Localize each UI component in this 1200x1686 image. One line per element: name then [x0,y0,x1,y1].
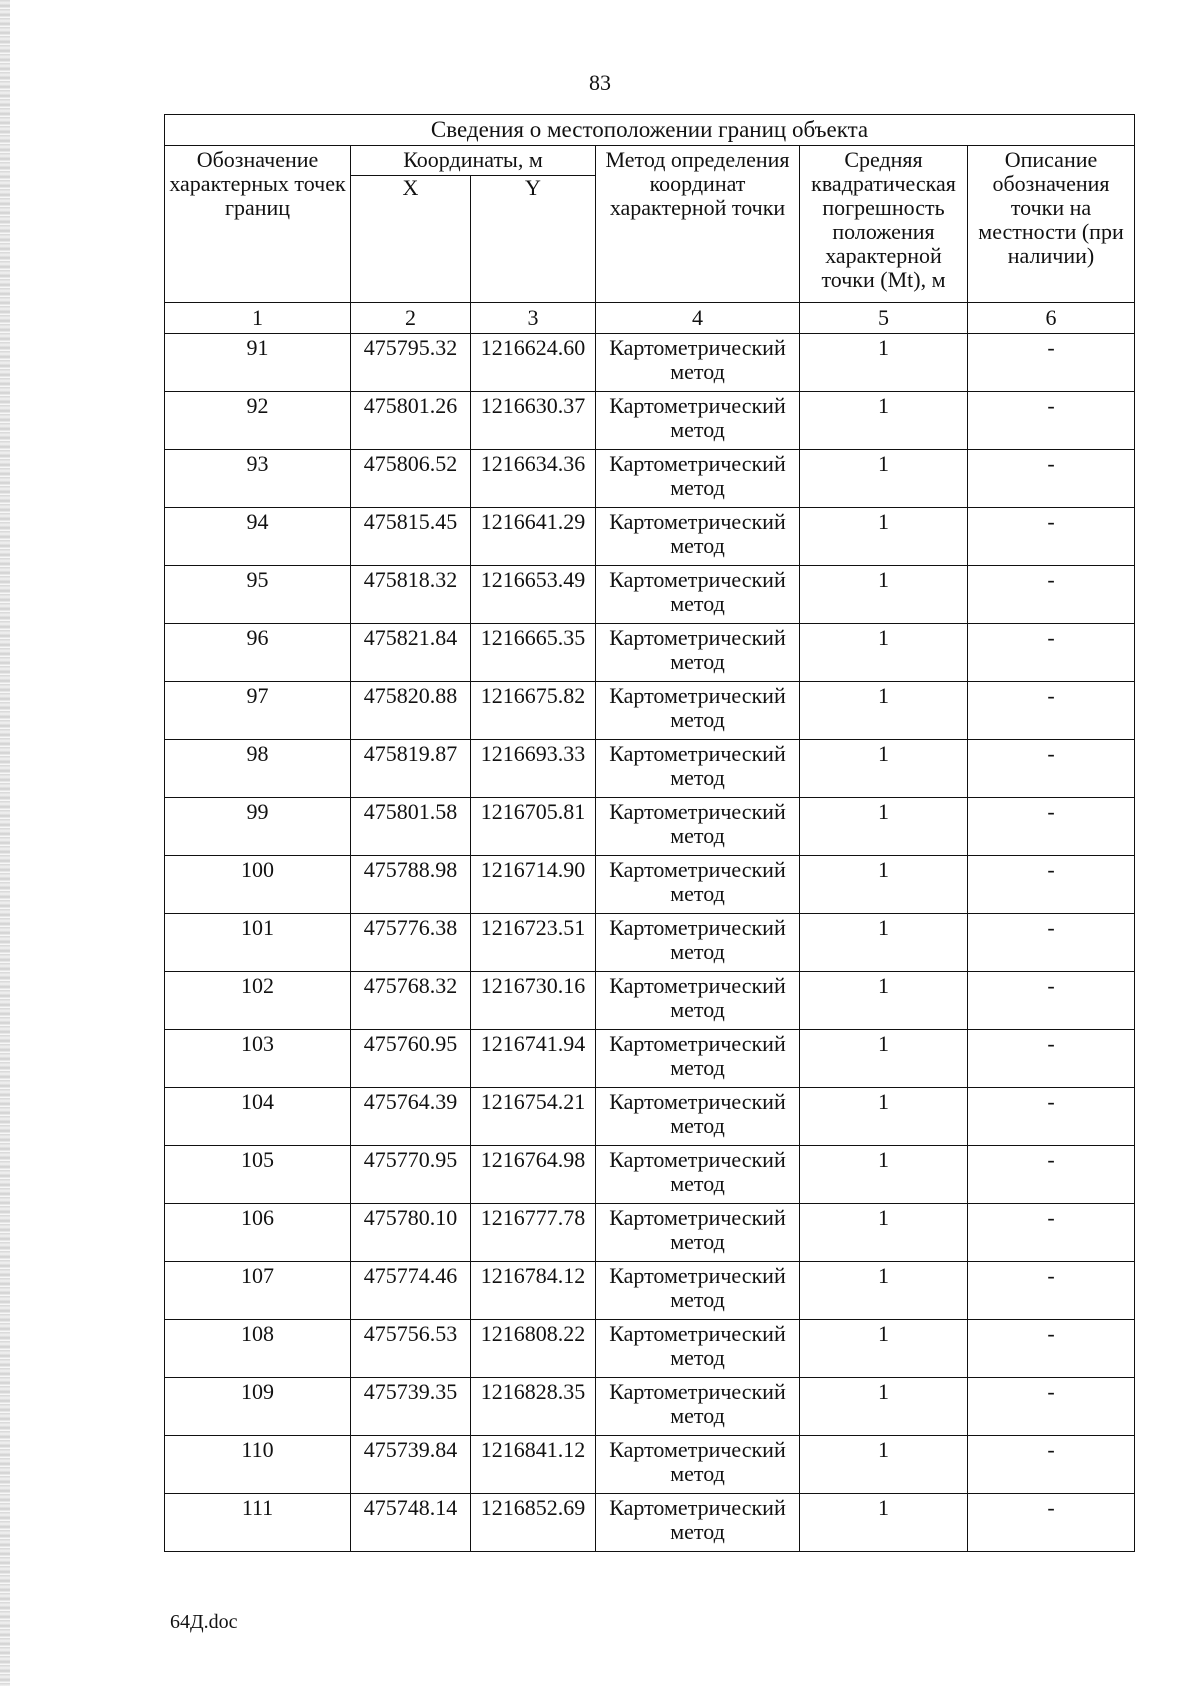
cell-mean-error: 1 [800,1204,968,1262]
method-text: метод [670,1171,725,1196]
table-row [165,392,1135,450]
cell-description: - [968,1320,1135,1378]
cell-mean-error: 1 [800,392,968,450]
table-row [165,1262,1135,1320]
cell-x-coordinate: 475739.35 [351,1378,471,1436]
cell-method [596,1436,800,1494]
method-text: Картометрический [609,1495,786,1520]
table-title-row [165,115,1135,146]
cell-method [596,334,800,392]
column-number: 2 [351,303,471,334]
method-text: метод [670,1461,725,1486]
cell-mean-error: 1 [800,1378,968,1436]
cell-description: - [968,1088,1135,1146]
cell-description: - [968,566,1135,624]
table-row [165,1146,1135,1204]
cell-y-coordinate: 1216693.33 [471,740,596,798]
cell-y-coordinate: 1216852.69 [471,1494,596,1552]
table-header-row [165,146,1135,176]
cell-y-coordinate: 1216630.37 [471,392,596,450]
method-text: метод [670,997,725,1022]
table-row [165,1494,1135,1552]
table-title: Сведения о местоположении границ объекта [165,115,1135,146]
column-number: 1 [165,303,351,334]
cell-point-number: 109 [165,1378,351,1436]
method-text: метод [670,475,725,500]
column-number: 5 [800,303,968,334]
cell-method [596,450,800,508]
cell-mean-error: 1 [800,1088,968,1146]
cell-x-coordinate: 475768.32 [351,972,471,1030]
cell-description: - [968,1030,1135,1088]
cell-mean-error: 1 [800,334,968,392]
table-row [165,682,1135,740]
cell-y-coordinate: 1216828.35 [471,1378,596,1436]
table-row [165,334,1135,392]
cell-y-coordinate: 1216784.12 [471,1262,596,1320]
cell-method [596,798,800,856]
cell-point-number: 103 [165,1030,351,1088]
cell-x-coordinate: 475776.38 [351,914,471,972]
column-number: 6 [968,303,1135,334]
cell-y-coordinate: 1216624.60 [471,334,596,392]
method-text: Картометрический [609,1321,786,1346]
cell-method [596,392,800,450]
method-text: метод [670,707,725,732]
cell-y-coordinate: 1216741.94 [471,1030,596,1088]
header-description: Описание обозначения точки на местности (при наличии) [968,146,1135,303]
method-text: метод [670,1403,725,1428]
method-text: Картометрический [609,625,786,650]
cell-mean-error: 1 [800,1262,968,1320]
cell-method [596,624,800,682]
cell-y-coordinate: 1216705.81 [471,798,596,856]
cell-mean-error: 1 [800,1494,968,1552]
cell-method [596,1494,800,1552]
method-text: метод [670,1113,725,1138]
cell-point-number: 98 [165,740,351,798]
method-text: Картометрический [609,857,786,882]
scan-edge [0,0,10,1686]
cell-mean-error: 1 [800,450,968,508]
cell-point-number: 96 [165,624,351,682]
method-text: Картометрический [609,1379,786,1404]
method-text: метод [670,1287,725,1312]
method-text: Картометрический [609,973,786,998]
cell-description: - [968,334,1135,392]
table-row [165,450,1135,508]
cell-description: - [968,1494,1135,1552]
cell-method [596,1030,800,1088]
cell-point-number: 94 [165,508,351,566]
cell-description: - [968,1436,1135,1494]
cell-description: - [968,914,1135,972]
cell-point-number: 100 [165,856,351,914]
method-text: метод [670,1055,725,1080]
cell-point-number: 107 [165,1262,351,1320]
method-text: метод [670,823,725,848]
cell-x-coordinate: 475795.32 [351,334,471,392]
cell-description: - [968,624,1135,682]
cell-method [596,566,800,624]
cell-point-number: 93 [165,450,351,508]
table-row [165,914,1135,972]
cell-y-coordinate: 1216808.22 [471,1320,596,1378]
cell-description: - [968,508,1135,566]
cell-y-coordinate: 1216723.51 [471,914,596,972]
header-method: Метод определения координат характерной точки [596,146,800,303]
cell-y-coordinate: 1216665.35 [471,624,596,682]
method-text: метод [670,359,725,384]
cell-x-coordinate: 475756.53 [351,1320,471,1378]
cell-method [596,740,800,798]
method-text: Картометрический [609,1263,786,1288]
cell-x-coordinate: 475764.39 [351,1088,471,1146]
page-number: 83 [589,70,611,95]
cell-method [596,1320,800,1378]
cell-mean-error: 1 [800,740,968,798]
cell-description: - [968,740,1135,798]
cell-x-coordinate: 475760.95 [351,1030,471,1088]
cell-point-number: 111 [165,1494,351,1552]
table-row [165,1204,1135,1262]
method-text: Картометрический [609,451,786,476]
method-text: Картометрический [609,509,786,534]
column-number: 4 [596,303,800,334]
cell-y-coordinate: 1216764.98 [471,1146,596,1204]
cell-mean-error: 1 [800,682,968,740]
method-text: Картометрический [609,1089,786,1114]
cell-y-coordinate: 1216634.36 [471,450,596,508]
cell-mean-error: 1 [800,566,968,624]
table-row [165,972,1135,1030]
method-text: Картометрический [609,741,786,766]
cell-method [596,508,800,566]
table-row [165,1436,1135,1494]
document-filename: 64Д.doc [170,1611,238,1633]
method-text: Картометрический [609,1147,786,1172]
header-mean-error: Средняя квадратическая погрешность положения характерной точки (Mt), м [800,146,968,303]
cell-y-coordinate: 1216777.78 [471,1204,596,1262]
cell-x-coordinate: 475780.10 [351,1204,471,1262]
cell-y-coordinate: 1216841.12 [471,1436,596,1494]
cell-description: - [968,450,1135,508]
cell-point-number: 108 [165,1320,351,1378]
method-text: Картометрический [609,1437,786,1462]
cell-point-number: 97 [165,682,351,740]
table-row [165,856,1135,914]
cell-description: - [968,856,1135,914]
cell-x-coordinate: 475819.87 [351,740,471,798]
cell-method [596,1088,800,1146]
cell-y-coordinate: 1216754.21 [471,1088,596,1146]
table-row [165,1088,1135,1146]
cell-description: - [968,1378,1135,1436]
method-text: Картометрический [609,915,786,940]
cell-description: - [968,1262,1135,1320]
method-text: Картометрический [609,567,786,592]
cell-method [596,972,800,1030]
cell-y-coordinate: 1216714.90 [471,856,596,914]
cell-description: - [968,682,1135,740]
header-point-designation: Обозначение характерных точек границ [165,146,351,303]
cell-mean-error: 1 [800,624,968,682]
header-y: Y [471,175,596,302]
header-x: X [351,175,471,302]
cell-point-number: 99 [165,798,351,856]
cell-y-coordinate: 1216653.49 [471,566,596,624]
cell-x-coordinate: 475801.26 [351,392,471,450]
cell-point-number: 101 [165,914,351,972]
cell-point-number: 105 [165,1146,351,1204]
table-row [165,1030,1135,1088]
cell-point-number: 91 [165,334,351,392]
cell-mean-error: 1 [800,1320,968,1378]
cell-method [596,1204,800,1262]
cell-x-coordinate: 475820.88 [351,682,471,740]
cell-method [596,914,800,972]
cell-description: - [968,972,1135,1030]
cell-point-number: 106 [165,1204,351,1262]
cell-method [596,1146,800,1204]
cell-x-coordinate: 475770.95 [351,1146,471,1204]
cell-x-coordinate: 475788.98 [351,856,471,914]
table-row [165,508,1135,566]
method-text: метод [670,881,725,906]
cell-point-number: 95 [165,566,351,624]
table-row [165,624,1135,682]
cell-mean-error: 1 [800,508,968,566]
cell-y-coordinate: 1216641.29 [471,508,596,566]
boundary-points-table [164,114,1135,1552]
cell-x-coordinate: 475739.84 [351,1436,471,1494]
table-row [165,566,1135,624]
cell-x-coordinate: 475748.14 [351,1494,471,1552]
cell-description: - [968,392,1135,450]
cell-x-coordinate: 475774.46 [351,1262,471,1320]
method-text: метод [670,533,725,558]
method-text: Картометрический [609,335,786,360]
cell-point-number: 110 [165,1436,351,1494]
method-text: метод [670,417,725,442]
cell-point-number: 104 [165,1088,351,1146]
method-text: метод [670,591,725,616]
cell-x-coordinate: 475821.84 [351,624,471,682]
table-row [165,740,1135,798]
cell-point-number: 92 [165,392,351,450]
cell-x-coordinate: 475818.32 [351,566,471,624]
cell-point-number: 102 [165,972,351,1030]
cell-description: - [968,1146,1135,1204]
method-text: метод [670,649,725,674]
cell-mean-error: 1 [800,798,968,856]
cell-mean-error: 1 [800,1030,968,1088]
cell-y-coordinate: 1216675.82 [471,682,596,740]
cell-method [596,682,800,740]
column-numbers-row [165,303,1135,334]
cell-method [596,1378,800,1436]
method-text: Картометрический [609,1031,786,1056]
method-text: метод [670,1345,725,1370]
method-text: метод [670,1519,725,1544]
cell-mean-error: 1 [800,972,968,1030]
method-text: Картометрический [609,799,786,824]
cell-x-coordinate: 475801.58 [351,798,471,856]
cell-description: - [968,1204,1135,1262]
table-row [165,798,1135,856]
cell-x-coordinate: 475806.52 [351,450,471,508]
cell-description: - [968,798,1135,856]
method-text: Картометрический [609,683,786,708]
table-row [165,1378,1135,1436]
cell-method [596,856,800,914]
cell-mean-error: 1 [800,914,968,972]
method-text: Картометрический [609,393,786,418]
method-text: метод [670,939,725,964]
cell-mean-error: 1 [800,1436,968,1494]
cell-x-coordinate: 475815.45 [351,508,471,566]
cell-method [596,1262,800,1320]
column-number: 3 [471,303,596,334]
cell-mean-error: 1 [800,1146,968,1204]
header-coordinates: Координаты, м [351,146,596,176]
method-text: Картометрический [609,1205,786,1230]
method-text: метод [670,765,725,790]
cell-y-coordinate: 1216730.16 [471,972,596,1030]
table-row [165,1320,1135,1378]
cell-mean-error: 1 [800,856,968,914]
method-text: метод [670,1229,725,1254]
